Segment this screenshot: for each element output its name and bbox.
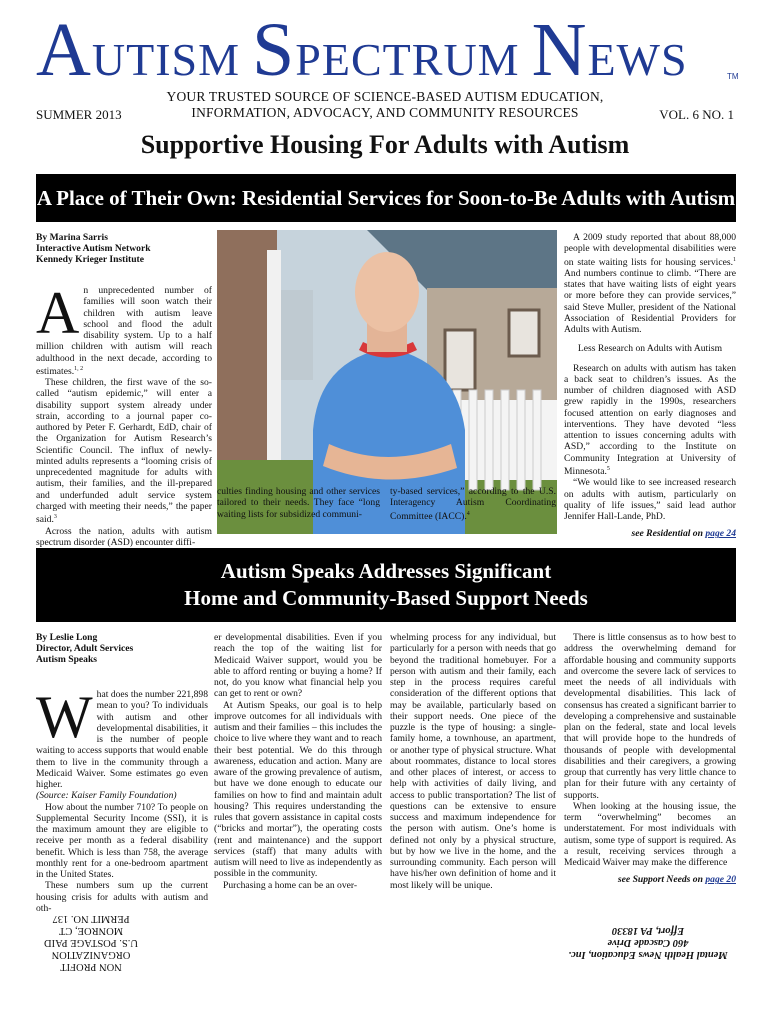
- paragraph: ty-based services,” according to the U.S. Interagency Autism Coordinating Committee (IACC).: [390, 486, 556, 522]
- byline-author: By Marina Sarris: [36, 232, 108, 243]
- footnote-ref: 5: [606, 465, 610, 472]
- paragraph: Across the nation, adults with autism spectrum disorder (ASD) encounter diffi-: [36, 525, 212, 548]
- paragraph: Purchasing a home can be an over-: [223, 879, 358, 891]
- title-initial-a: A: [36, 8, 92, 92]
- issue-date: SUMMER 2013: [36, 107, 122, 122]
- indicia-line: MONROE, CT: [58, 925, 124, 936]
- address-line: 460 Cascade Drive: [607, 937, 689, 948]
- footnote-ref: 3: [53, 514, 57, 521]
- paragraph: culties finding housing and other services tailored to their needs. They face “long waiting lists for subsidized communi-: [217, 486, 380, 520]
- continuation-page-link[interactable]: page 20: [705, 874, 736, 886]
- return-address: [560, 924, 736, 960]
- article-1-byline: [36, 232, 212, 265]
- paragraph: These children, the first wave of the so-called “autism epidemic,” will enter a disability support system already under strain, according to a journal paper co-authored by Peter F. Gerhardt, EdD, chair of the Organization for Autism Research’s Scientific Council. The influx of newly-minted adults represents a “looming crisis of unprecedented magnitude for adults with autism, their families, and the ill-prepared and underfunded adult service system charged with meeting their needs,” the paper said.: [36, 377, 212, 526]
- paragraph: Research on adults with autism has taken a back seat to children’s issues. As the number of children diagnosed with ASD grew rapidly in the 1990s, researchers focused attention on early diagnoses and interventions. They have devoted “less attention to issues concerning adults with ASD,” according to the Institute on Community Integration at University of Minnesota.: [564, 362, 736, 478]
- paragraph: A 2009 study reported that about 88,000 people with developmental disabilities were on state waiting lists for housing services.: [564, 232, 736, 268]
- paragraph: “We would like to see increased research on adults with autism, particularly on quality of life issues,” said lead author Jennifer Hall-Lande, PhD.: [564, 477, 736, 523]
- title-word-spectrum: PECTRUM: [295, 34, 520, 85]
- article-1-column-4: [564, 232, 736, 540]
- indicia-line: ORGANIZATION: [51, 949, 131, 960]
- paragraph: When looking at the housing issue, the term “overwhelming” becomes an understatement. For most individuals with autism, some type of support is required. As a result, receiving services through a Medicaid Waiver may make the difference: [564, 800, 736, 868]
- article-2-column-3: [390, 632, 556, 891]
- byline-author: By Leslie Long: [36, 632, 98, 643]
- continuation-text: see Residential on: [631, 528, 706, 540]
- tagline-line-1: YOUR TRUSTED SOURCE OF SCIENCE-BASED AUTISM EDUCATION,: [166, 89, 604, 104]
- tagline-line-2: INFORMATION, ADVOCACY, AND COMMUNITY RESOURCES: [191, 105, 579, 120]
- continuation-note: [564, 528, 736, 539]
- footnote-ref: 1: [733, 256, 736, 263]
- postage-indicia: [36, 912, 146, 972]
- continuation-page-link[interactable]: page 24: [705, 528, 736, 540]
- article-1-column-1: [36, 232, 212, 548]
- paragraph: whelming process for any individual, but particularly for a person with needs that go beyond the traditional homebuyer. For a person with autism and their family, each step in the process requires careful consideration of the different options that may be available, particularly based on their support needs. One piece of the puzzle is the type of housing: a single-family home, a townhouse, an apartment, or another type of physical structure. What about roommates, distance to local stores and other places of interest, or access to help with activities of daily living, and access to public transportation? The list of questions can be extensive to ensure success and maximum independence for the person with autism. One’s home is defined not only by a physical structure, but by how we live in the home, and the surrounding community. Each person will have his/her own definition of home and it most likely will be unique.: [390, 632, 556, 891]
- paragraph: er developmental disabilities. Even if you reach the top of the waiting list for Medicaid Waiver support, would you be able to afford renting or buying a home? If not, do you know what financial help you can get to rent or own?: [214, 632, 382, 700]
- byline-org: Autism Speaks: [36, 654, 98, 665]
- trademark-mark: TM: [727, 72, 739, 81]
- article-2-byline: [36, 632, 208, 665]
- headline-line-1: Autism Speaks Addresses Significant: [220, 559, 552, 583]
- dropcap: W: [36, 684, 93, 750]
- continuation-note: [564, 874, 736, 885]
- article-2-column-1: [36, 632, 208, 914]
- byline-title: Director, Adult Services: [36, 643, 134, 654]
- address-line: Effort, PA 18330: [611, 925, 685, 936]
- article-1-headline: A Place of Their Own: Residential Services for Soon-to-Be Adults with Autism: [36, 174, 736, 222]
- title-initial-n: N: [531, 8, 588, 92]
- indicia-line: PERMIT NO. 137: [52, 913, 130, 924]
- article-2-headline: [36, 548, 736, 622]
- title-word-news: EWS: [587, 34, 688, 85]
- dropcap: A: [36, 280, 80, 346]
- continuation-text: see Support Needs on: [617, 874, 706, 886]
- paragraph-continued: And numbers continue to climb. “There are states that have waiting lists of eight years or more before they can provide services,” said Steve Muller, president of the National Association of Residential Providers for Adults with Autism.: [564, 267, 736, 336]
- address-line: Mental Health News Education, Inc.: [568, 949, 728, 960]
- publication-title: [36, 8, 736, 92]
- byline-institute: Kennedy Krieger Institute: [36, 254, 145, 265]
- paragraph: n unprecedented number of families will soon watch their children with autism leave school and flood the adult disability system. Up to a half million children with autism will reach adulthood in the next decade, according to estimates.: [36, 285, 212, 377]
- paragraph: How about the number 710? To people on Supplemental Security Income (SSI), it is the maximum amount they are eligible to receive per month as a federal disability benefit. Which is less than 758, the average monthly rent for a one-bedroom apartment in the United States.: [36, 801, 208, 880]
- subheading: Less Research on Adults with Autism: [577, 343, 723, 355]
- paragraph: At Autism Speaks, our goal is to help improve outcomes for all individuals with autism and their families – this includes the choice to live where they want and to reach their best potential. We do this through awareness, education and action. Many are aware of the growing prevalence of autism, but have we done enough to educate our families on how to find and maintain adult housing? This requires understanding the rules that govern assistance in capital costs (“bricks and mortar”), the operating costs (rent and maintenance) and the support services (staff) that many adults with autism will need to live as independently as possible in the community.: [214, 699, 382, 880]
- article-1-column-2: [217, 486, 380, 520]
- paragraph: hat does the number 221,898 mean to you? To individuals with autism and other developmental disabilities, it is the number of people waiting to access supports that would enable them to live in the community through a Medicaid Waiver. Some estimates go even higher.: [36, 689, 208, 790]
- volume-number: VOL. 6 NO. 1: [659, 107, 734, 122]
- footnote-ref: 1, 2: [74, 365, 84, 372]
- paragraph: There is little consensus as to how best to address the overwhelming demand for affordable housing and community supports and overcome the severe lack of services to meet the needs of all individuals with developmental disabilities. This lack of consensus has created a significant barrier to developing a comprehensive and sustainable plan on the federal, state and local levels that will provide hope to the hundreds of thousands of people with developmental disabilities and their caregivers, a growing group that currently has very little chance to plan for their future with any certainty of supports.: [564, 632, 736, 801]
- title-initial-s: S: [252, 8, 296, 92]
- indicia-line: NON PROFIT: [60, 961, 122, 972]
- headline-line-2: Home and Community-Based Support Needs: [184, 586, 588, 610]
- footnote-ref: 4: [466, 510, 470, 517]
- indicia-line: U.S. POSTAGE PAID: [44, 937, 138, 948]
- article-2-column-2: [214, 632, 382, 891]
- masthead: [0, 0, 770, 128]
- article-1-column-3: [390, 486, 556, 522]
- title-word-autism: UTISM: [91, 34, 241, 85]
- article-2-column-4: [564, 632, 736, 886]
- source-note: (Source: Kaiser Family Foundation): [36, 790, 177, 802]
- section-title: Supportive Housing For Adults with Autism: [140, 130, 630, 159]
- paragraph: These numbers sum up the current housing crisis for adults with autism and oth-: [36, 880, 208, 914]
- byline-org: Interactive Autism Network: [36, 243, 151, 254]
- tagline: [150, 89, 620, 121]
